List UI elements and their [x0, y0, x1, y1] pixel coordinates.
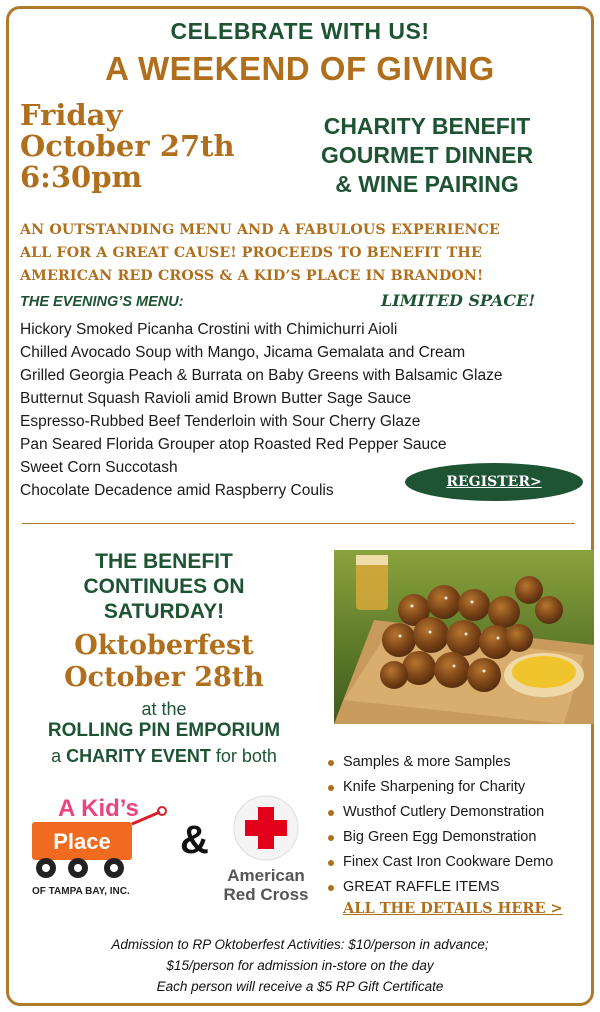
list-item: Knife Sharpening for Charity — [328, 775, 553, 800]
menu-item: Pan Seared Florida Grouper atop Roasted Red Pepper Sauce — [20, 436, 447, 453]
header-celebrate: CELEBRATE WITH US! — [170, 18, 430, 44]
dinner-title-block — [282, 112, 572, 199]
friday-date-block — [20, 100, 235, 193]
red-cross-logo — [216, 795, 316, 905]
list-item: GREAT RAFFLE ITEMS — [328, 875, 553, 900]
charity-event-line — [4, 746, 324, 767]
menu-item: Chocolate Decadence amid Raspberry Coulis — [20, 482, 334, 499]
at-the-label: at the — [141, 699, 187, 719]
pretzel-bites-photo — [334, 550, 594, 724]
oktoberfest-date: October 28th — [64, 662, 264, 693]
menu-item: Sweet Corn Succotash — [20, 459, 178, 476]
admission-info — [0, 934, 600, 997]
benefit-line: THE BENEFIT — [95, 550, 233, 573]
list-item: Big Green Egg Demonstration — [328, 825, 553, 850]
kids-place-logo — [28, 792, 178, 902]
admission-line: Each person will receive a $5 RP Gift Certificate — [156, 979, 444, 994]
kids-logo-line1: A Kid’s — [58, 795, 139, 822]
charity-prefix: a — [51, 746, 62, 766]
benefit-line: SATURDAY! — [103, 600, 225, 623]
menu-item: Chilled Avocado Soup with Mango, Jicama Gemalata and Cream — [20, 344, 466, 361]
friday-date: October 27th — [20, 129, 235, 163]
venue-name: ROLLING PIN EMPORIUM — [47, 720, 281, 741]
register-button[interactable]: REGISTER> — [405, 463, 583, 501]
friday-time: 6:30pm — [20, 160, 143, 194]
menu-heading: THE EVENING’S MENU: — [20, 294, 184, 310]
charity-suffix: for both — [215, 746, 277, 766]
kids-logo-sub: OF TAMPA BAY, INC. — [32, 886, 130, 897]
admission-line: Admission to RP Oktoberfest Activities: $10/person in advance; — [111, 937, 489, 952]
dinner-line: & WINE PAIRING — [335, 171, 519, 197]
header-weekend-of-giving: A WEEKEND OF GIVING — [105, 50, 495, 87]
activities-list — [328, 750, 553, 900]
section-divider — [22, 523, 575, 524]
promo-line: ALL FOR A GREAT CAUSE! PROCEEDS TO BENEFIT THE — [20, 245, 482, 261]
redcross-line1: American — [227, 866, 305, 885]
list-item: Samples & more Samples — [328, 750, 553, 775]
limited-space-note: LIMITED SPACE! — [381, 291, 536, 310]
oktoberfest-block — [14, 630, 314, 694]
ampersand: & — [180, 818, 209, 862]
menu-item: Hickory Smoked Picanha Crostini with Chimichurri Aioli — [20, 321, 398, 338]
menu-item: Grilled Georgia Peach & Burrata on Baby Greens with Balsamic Glaze — [20, 367, 503, 384]
menu-item: Butternut Squash Ravioli amid Brown Butter Sage Sauce — [20, 390, 412, 407]
list-item: Wusthof Cutlery Demonstration — [328, 800, 553, 825]
oktoberfest-title: Oktoberfest — [74, 630, 254, 661]
benefit-line: CONTINUES ON — [83, 575, 245, 598]
promo-line: AMERICAN RED CROSS & A KID’S PLACE IN BRANDON! — [20, 268, 484, 284]
dinner-line: GOURMET DINNER — [320, 142, 534, 168]
list-item: Finex Cast Iron Cookware Demo — [328, 850, 553, 875]
redcross-line2: Red Cross — [223, 885, 309, 904]
admission-line: $15/person for admission in-store on the day — [166, 958, 434, 973]
promo-text — [20, 219, 500, 288]
promo-line: AN OUTSTANDING MENU AND A FABULOUS EXPERIENCE — [20, 222, 501, 238]
menu-item: Espresso-Rubbed Beef Tenderloin with Sour Cherry Glaze — [20, 413, 421, 430]
friday-day: Friday — [20, 98, 123, 132]
charity-event-label: CHARITY EVENT — [66, 746, 211, 766]
all-details-link[interactable]: ALL THE DETAILS HERE > — [343, 900, 563, 917]
benefit-continues-heading — [14, 549, 314, 624]
dinner-line: CHARITY BENEFIT — [323, 113, 531, 139]
kids-logo-line2: Place — [53, 829, 111, 854]
